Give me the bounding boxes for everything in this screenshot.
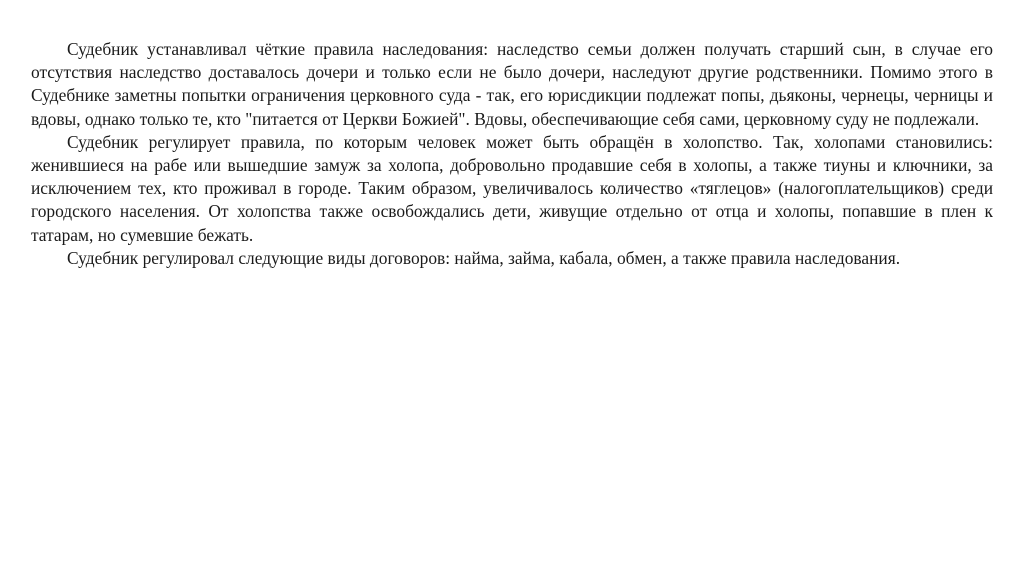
paragraph-serfdom: Судебник регулирует правила, по которым человек может быть обращён в холопство. Так, холопами становились: женившиеся на рабе или вышедшие замуж за холопа, добровольно продавшие себя в холопы, а также тиуны и ключники, за исключением тех, кто проживал в городе. Таким образом, увеличивалось количество «тяглецов» (налогоплательщиков) среди городского населения. От холопства также освобождались дети, живущие отдельно от отца и холопы, попавшие в плен к татарам, но сумевшие бежать.	[31, 131, 993, 245]
paragraph-inheritance: Судебник устанавливал чёткие правила наследования: наследство семьи должен получать старший сын, в случае его отсутствия наследство доставалось дочери и только если не было дочери, наследуют другие родственники. Помимо этого в Судебнике заметны попытки ограничения церковного суда - так, его юрисдикции подлежат попы, дьяконы, чернецы, черницы и вдовы, однако только те, кто "питается от Церкви Божией". Вдовы, обеспечивающие себя сами, церковному суду не подлежали.	[31, 39, 993, 129]
paragraph-contracts: Судебник регулировал следующие виды договоров: найма, займа, кабала, обмен, а также правила наследования.	[67, 247, 901, 268]
document-page	[31, 38, 993, 270]
